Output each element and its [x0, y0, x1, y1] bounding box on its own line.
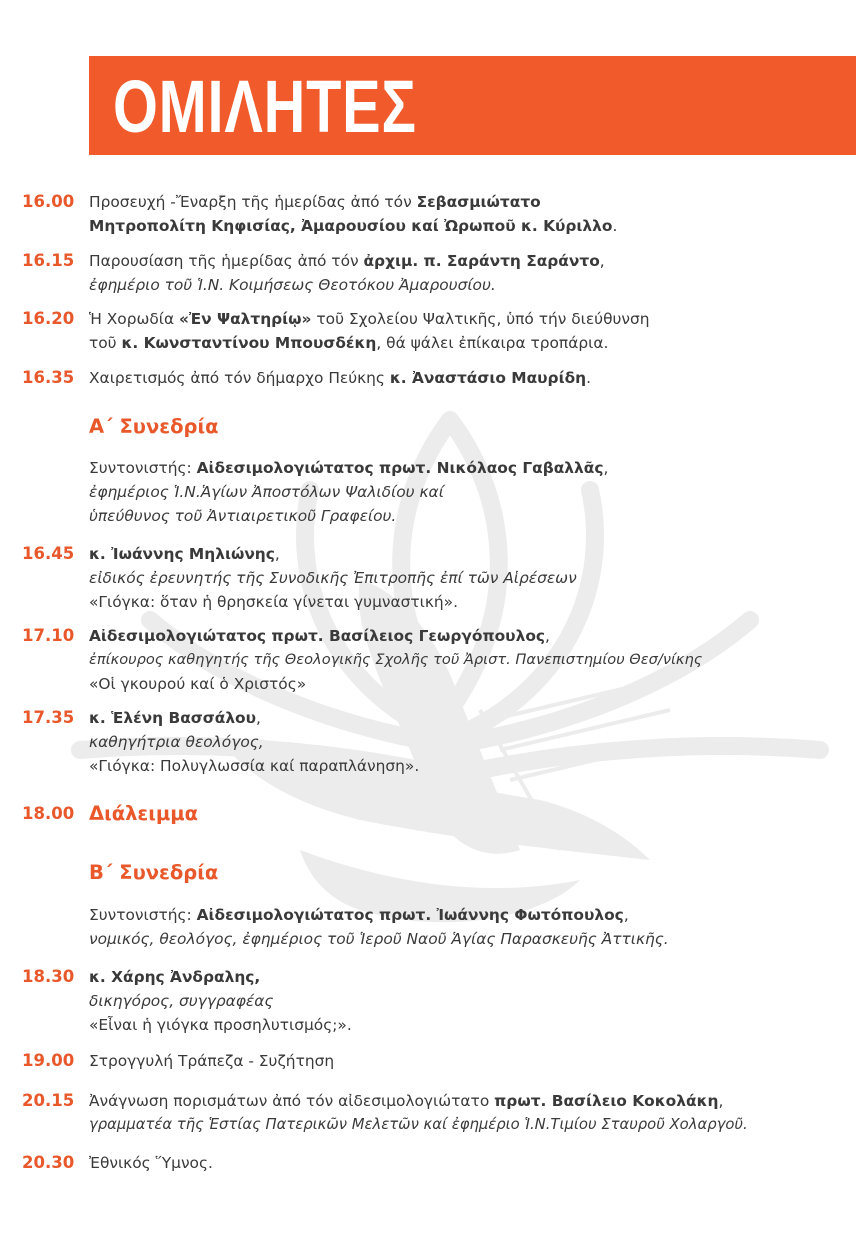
session-b-title: Β΄ Συνεδρία [89, 861, 219, 884]
speaker-name: κ. Χάρης Ἀνδραλης, [89, 968, 261, 986]
time: 17.35 [22, 708, 75, 727]
speaker-role: ἐφημέριο τοῦ Ἱ.Ν. Κοιμήσεως Θεοτόκου Ἀμαρουσίου. [89, 276, 496, 294]
text: , [256, 709, 261, 727]
row-body [89, 307, 849, 355]
speaker-name: Σεβασμιώτατο [416, 193, 541, 211]
time: 16.20 [22, 309, 75, 328]
speaker-role: δικηγόρος, συγγραφέας [89, 992, 274, 1010]
row-body [89, 706, 849, 778]
time: 16.15 [22, 251, 75, 270]
text: Συντονιστής: [89, 459, 197, 477]
row-body [89, 249, 849, 297]
speaker-name: πρωτ. Βασίλειο Κοκολάκη [494, 1092, 719, 1110]
time: 16.00 [22, 192, 75, 211]
row-body [89, 624, 849, 696]
time: 18.00 [22, 804, 75, 823]
choir-name: «Ἐν Ψαλτηρίῳ» [179, 310, 312, 328]
row-body [89, 903, 849, 951]
time: 16.45 [22, 544, 75, 563]
row-body [89, 190, 849, 238]
text: Ἐθνικός Ὕμνος. [89, 1154, 213, 1172]
speaker-name: κ. Κωνσταντίνου Μπουσδέκη [121, 334, 377, 352]
text: , [274, 545, 280, 563]
text: . [612, 217, 618, 235]
page-title: ΟΜΙΛΗΤΕΣ [113, 65, 417, 148]
text: Παρουσίαση τῆς ἡμερίδας ἀπό τόν [89, 252, 364, 270]
talk-title: «Εἶναι ἡ γιόγκα προσηλυτισμός;». [89, 1016, 352, 1034]
row-body [89, 542, 849, 614]
speaker-role: ἐπίκουρος καθηγητής τῆς Θεολογικῆς Σχολῆς τοῦ Ἀριστ. Πανεπιστημίου Θεσ/νίκης [89, 651, 703, 668]
speaker-name: ἀρχιμ. π. Σαράντη Σαράντο [363, 252, 600, 270]
speaker-name: Αἰδεσιμολογιώτατος πρωτ. Βασίλειος Γεωργόπουλος [89, 627, 546, 645]
time: 16.35 [22, 368, 75, 387]
text: Ἡ Χορωδία [89, 310, 180, 328]
talk-title: «Γιόγκα: ὅταν ἡ θρησκεία γίνεται γυμναστική». [89, 593, 458, 611]
speaker-name: Μητροπολίτη Κηφισίας, Ἀμαρουσίου καί Ὠρωποῦ κ. Κύριλλο [89, 217, 613, 235]
session-a-title: Α΄ Συνεδρία [89, 415, 219, 438]
text: Ἀνάγνωση πορισμάτων ἀπό τόν αἰδεσιμολογιώτατο [89, 1092, 495, 1110]
text: , [623, 906, 629, 924]
text: τοῦ [89, 334, 122, 352]
speaker-role: ἐφημέριος Ἱ.Ν.Ἁγίων Ἀποστόλων Ψαλιδίου καί [89, 483, 444, 501]
text: Συντονιστής: [89, 906, 197, 924]
speaker-role: νομικός, θεολόγος, ἐφημέριος τοῦ Ἱεροῦ Ναοῦ Ἁγίας Παρασκευῆς Ἀττικῆς. [89, 930, 669, 948]
speaker-role: γραμματέα τῆς Ἑστίας Πατερικῶν Μελετῶν καί ἐφημέριο Ἱ.Ν.Τιμίου Σταυροῦ Χολαργοῦ. [89, 1116, 748, 1133]
speaker-name: Αἰδεσιμολογιώτατος πρωτ. Νικόλαος Γαβαλλᾶς [196, 459, 604, 477]
time: 17.10 [22, 626, 75, 645]
speaker-name: κ. Ἰωάννης Μηλιώνης [89, 545, 275, 563]
text: Στρογγυλή Τράπεζα - Συζήτηση [89, 1052, 335, 1070]
row-body [89, 1151, 849, 1175]
row-body [89, 1049, 849, 1073]
talk-title: «Οἱ γκουρού καί ὁ Χριστός» [89, 675, 307, 693]
speaker-name: Αἰδεσιμολογιώτατος πρωτ. Ἰωάννης Φωτόπουλος [196, 906, 624, 924]
speaker-role: ὑπεύθυνος τοῦ Ἀντιαιρετικοῦ Γραφείου. [89, 507, 397, 525]
break-label: Διάλειμμα [89, 802, 198, 825]
time: 18.30 [22, 967, 75, 986]
text: , [545, 627, 550, 645]
time: 20.15 [22, 1091, 75, 1110]
speaker-role: καθηγήτρια θεολόγος, [89, 733, 264, 751]
text: , [603, 459, 609, 477]
speaker-role: εἰδικός ἐρευνητής τῆς Συνοδικῆς Ἐπιτροπῆς ἐπί τῶν Αἱρέσεων [89, 569, 577, 587]
text: τοῦ Σχολείου Ψαλτικῆς, ὑπό τήν διεύθυνση [311, 310, 650, 328]
text: , [718, 1092, 724, 1110]
talk-title: «Γιόγκα: Πολυγλωσσία καί παραπλάνηση». [89, 757, 420, 775]
row-body [89, 1089, 849, 1137]
time: 19.00 [22, 1051, 75, 1070]
text: Χαιρετισμός ἀπό τόν δήμαρχο Πεύκης [89, 369, 390, 387]
speaker-name: κ. Ἑλένη Βασσάλου [89, 709, 257, 727]
text: . [586, 369, 592, 387]
row-body [89, 965, 849, 1037]
time: 20.30 [22, 1153, 75, 1172]
text: Προσευχή -Ἔναρξη τῆς ἡμερίδας ἀπό τόν [89, 193, 417, 211]
speaker-name: κ. Ἀναστάσιο Μαυρίδη [389, 369, 587, 387]
row-body [89, 456, 849, 528]
text: , θά ψάλει ἐπίκαιρα τροπάρια. [376, 334, 609, 352]
row-body [89, 366, 849, 390]
text: , [599, 252, 605, 270]
